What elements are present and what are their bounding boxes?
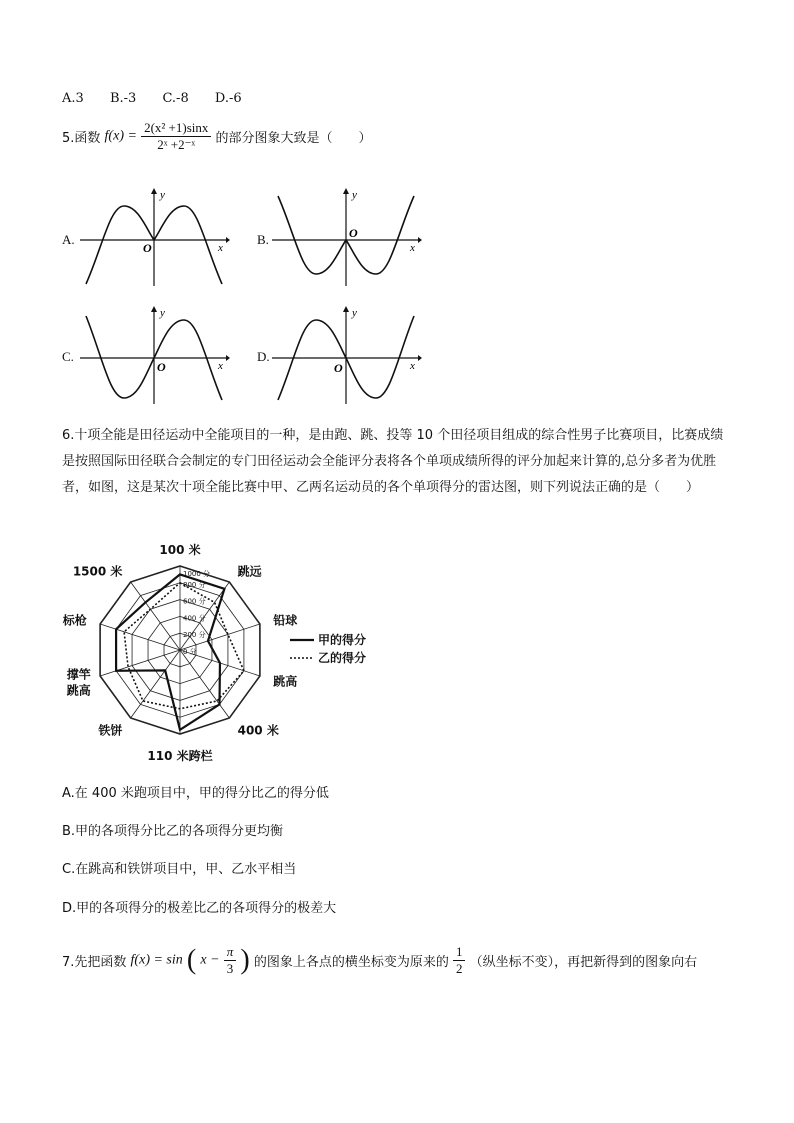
q7-right-paren: ) — [240, 944, 250, 976]
q7-half-numerator: 1 — [453, 944, 466, 961]
q5-prefix: 5.函数 — [62, 131, 101, 146]
q5-option-a-label: A. — [62, 232, 75, 247]
q4-option-c: C.-8 — [162, 91, 189, 106]
q5-graph-b-origin: O — [349, 226, 358, 240]
q7-half-denominator: 2 — [455, 961, 463, 976]
q5-stem — [62, 120, 372, 153]
q5-graph-a-y-label: y — [160, 189, 165, 201]
q5-graph-a-x-label: x — [218, 242, 223, 254]
q6-option-a: A.在 400 米跑项目中，甲的得分比乙的得分低 — [62, 786, 329, 801]
radar-category-label: 400 米 — [237, 723, 279, 738]
radar-category-label: 撑竿 — [66, 667, 91, 682]
radar-category-label: 跳远 — [237, 564, 262, 579]
q6-option-d: D.甲的各项得分的极差比乙的各项得分的极差大 — [62, 901, 337, 916]
q5-denominator: 2ˣ +2⁻ˣ — [157, 137, 196, 152]
radar-category-label: 100 米 — [159, 543, 201, 557]
radar-category-label: 1500 米 — [72, 564, 123, 579]
q4-options — [62, 91, 264, 106]
q7-stem — [62, 944, 697, 977]
q7-prefix: 7.先把函数 — [62, 955, 127, 970]
q5-graph-a-origin: O — [143, 241, 152, 255]
radar-spoke — [131, 582, 180, 650]
q6-option-b: B.甲的各项得分比乙的各项得分更均衡 — [62, 824, 284, 839]
q5-graph-d-origin: O — [334, 361, 343, 375]
q5-option-b-label: B. — [257, 232, 269, 247]
q5-numerator: 2(x² +1)sinx — [141, 120, 211, 137]
radar-spoke — [131, 650, 180, 718]
q5-suffix: 的部分图象大致是（ ） — [215, 131, 372, 146]
q5-function-lhs: f(x) = — [104, 128, 137, 144]
q7-suffix: （纵坐标不变），再把新得到的图象向右 — [469, 955, 698, 970]
q5-graph-c-origin: O — [157, 360, 166, 374]
q5-graph-d-x-label: x — [410, 360, 415, 372]
radar-category-label: 铁饼 — [98, 723, 123, 738]
q6-option-c: C.在跳高和铁饼项目中，甲、乙水平相当 — [62, 862, 297, 877]
q7-pi-numerator: π — [224, 944, 237, 961]
q5-graph-d-y-label: y — [352, 307, 357, 319]
q5-option-c-label: C. — [62, 349, 74, 364]
radar-category-label: 跳高 — [273, 674, 298, 689]
q7-inner-expression: x − — [200, 952, 220, 968]
q5-graph-b — [272, 188, 422, 288]
radar-scale-label: 800 分 — [183, 580, 206, 589]
q4-option-b: B.-3 — [109, 91, 137, 106]
radar-scale-label: 1000 分 — [183, 570, 211, 578]
radar-scale-label: 200 分 — [183, 631, 206, 640]
q5-graph-c — [80, 306, 230, 406]
q5-fraction — [141, 120, 211, 153]
q7-left-paren: ( — [186, 944, 197, 976]
radar-category-label: 标枪 — [62, 613, 87, 628]
q6-radar-chart — [62, 540, 382, 763]
radar-spoke — [100, 624, 180, 650]
q5-graph-a — [80, 188, 230, 288]
q7-one-half — [453, 944, 466, 977]
q4-option-d: D.-6 — [214, 91, 242, 106]
q5-graph-b-x-label: x — [410, 242, 415, 254]
q4-option-a: A.3 — [62, 91, 84, 106]
q7-function: f(x) = sin — [130, 952, 183, 968]
radar-category-label: 铅球 — [273, 613, 298, 628]
q5-graph-c-y-label: y — [160, 307, 165, 319]
radar-category-label: 110 米跨栏 — [147, 749, 213, 763]
legend-yi-label: 乙的得分 — [318, 651, 367, 665]
radar-spoke — [100, 650, 180, 676]
radar-scale-label: 0 分 — [183, 648, 197, 656]
q5-graph-b-y-label: y — [352, 189, 357, 201]
radar-scale-label: 600 分 — [183, 597, 206, 606]
q7-pi-denominator: 3 — [226, 961, 234, 976]
legend-jia-label: 甲的得分 — [318, 633, 367, 647]
q5-graph-d — [272, 306, 422, 406]
q5-graph-c-x-label: x — [218, 360, 223, 372]
radar-category-label: 跳高 — [66, 683, 91, 698]
q7-pi-over-3 — [224, 944, 237, 977]
q7-middle-text: 的图象上各点的横坐标变为原来的 — [253, 955, 449, 970]
q5-option-d-label: D. — [257, 349, 270, 364]
q6-stem: 6.十项全能是田径运动中全能项目的一种，是由跑、跳、投等 10 个田径项目组成的综合性男子比赛项目，比赛成绩是按照国际田径联合会制定的专门田径运动会全能评分表将各个单项成绩所得的评分加起来计算的,总分多者为优胜者，如图，这是某次十项全能比赛中甲、乙两名运动员的各个单项得分的雷达图，则下列说法正确的是（ ） — [62, 428, 724, 495]
radar-scale-label: 400 分 — [183, 614, 206, 623]
